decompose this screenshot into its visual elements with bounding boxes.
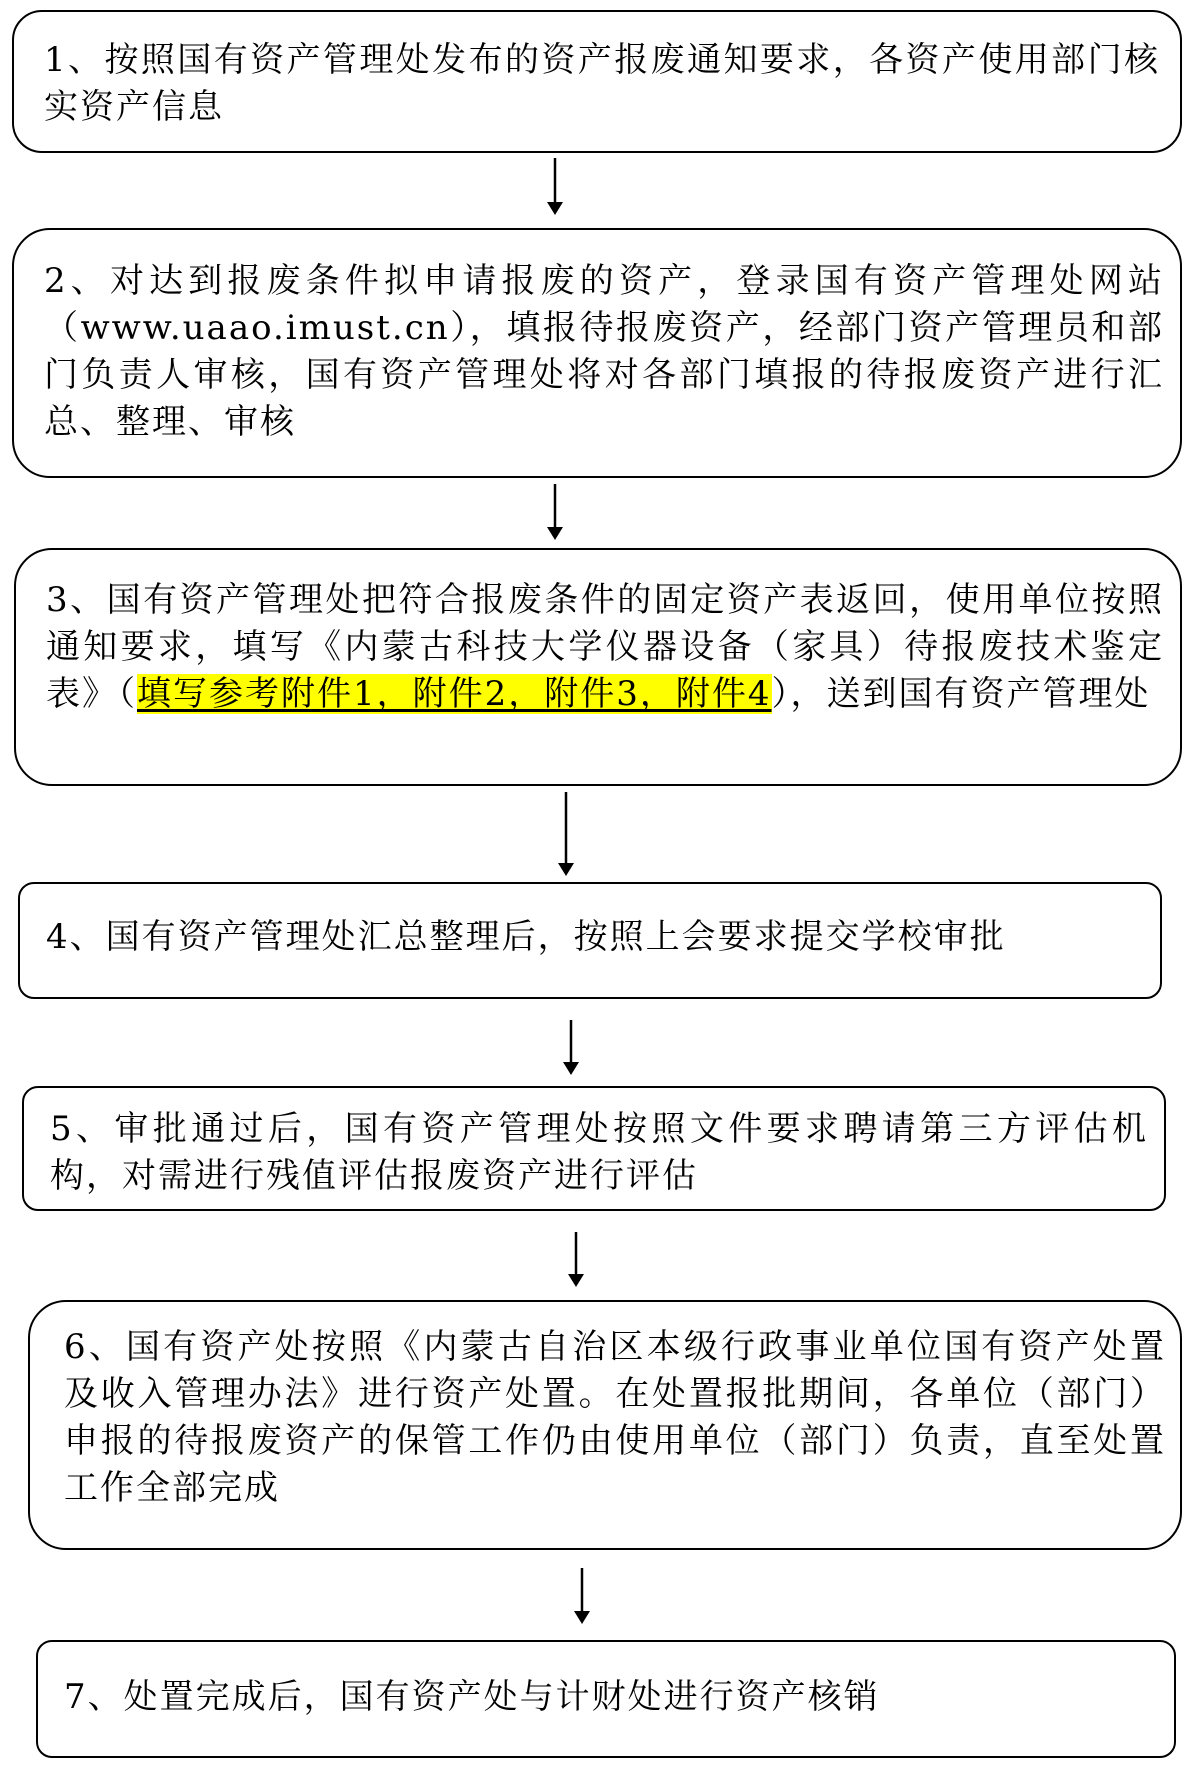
- down-arrow-icon: [553, 792, 579, 876]
- flow-step-4: [18, 882, 1162, 999]
- down-arrow-icon: [569, 1568, 595, 1624]
- flow-step-7-text: 7、处置完成后，国有资产处与计财处进行资产核销: [64, 1677, 880, 1717]
- down-arrow-icon: [542, 158, 568, 215]
- down-arrow-icon: [558, 1020, 584, 1075]
- flow-step-5-text: 5、审批通过后，国有资产管理处按照文件要求聘请第三方评估机构，对需进行残值评估报废资产进行评估: [50, 1109, 1148, 1196]
- flow-step-4-text: 4、国有资产管理处汇总整理后，按照上会要求提交学校审批: [46, 917, 1006, 957]
- flow-step-3: [14, 548, 1182, 786]
- down-arrow-icon: [563, 1232, 589, 1287]
- flow-step-3-text-after: ），送到国有资产管理处: [771, 674, 1151, 714]
- flow-step-2-text: 2、对达到报废条件拟申请报废的资产，登录国有资产管理处网站（www.uaao.imust.cn），填报待报废资产，经部门资产管理员和部门负责人审核，国有资产管理处将对各部门填报的待报废资产进行汇总、整理、审核: [44, 261, 1164, 442]
- flow-step-1-text: 1、按照国有资产管理处发布的资产报废通知要求，各资产使用部门核实资产信息: [44, 40, 1160, 127]
- flow-step-2: [12, 228, 1182, 478]
- flow-step-7: [36, 1640, 1176, 1758]
- flow-step-1: [12, 10, 1182, 153]
- flow-step-5: [22, 1086, 1166, 1211]
- attachment-reference-highlight: 填写参考附件1，附件2，附件3，附件4: [137, 674, 772, 714]
- flow-step-6-text: 6、国有资产处按照《内蒙古自治区本级行政事业单位国有资产处置及收入管理办法》进行资产处置。在处置报批期间，各单位（部门）申报的待报废资产的保管工作仍由使用单位（部门）负责，直至处置工作全部完成: [64, 1327, 1166, 1508]
- flow-step-6: [28, 1300, 1182, 1550]
- down-arrow-icon: [542, 484, 568, 540]
- flow-step-3-text-before: 3、国有资产管理处把符合报废条件的固定资产表返回，使用单位按照通知要求，填写《内蒙古科技大学仪器设备（家具）待报废技术鉴定表》（: [46, 580, 1164, 714]
